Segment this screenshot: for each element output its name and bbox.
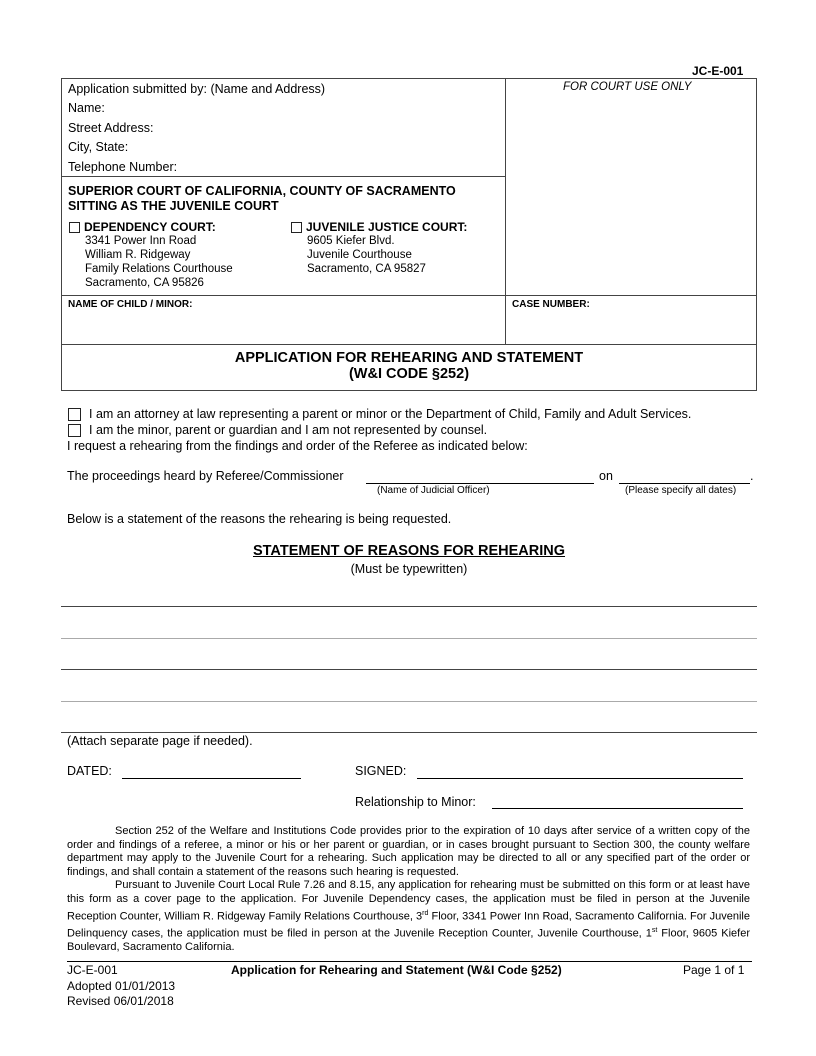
applicant-heading: Application submitted by: (Name and Address)	[68, 82, 326, 96]
justice-address-1: 9605 Kiefer Blvd.	[307, 235, 395, 247]
justice-label: JUVENILE JUSTICE COURT:	[306, 220, 468, 234]
notice-sup: rd	[422, 909, 429, 917]
caption-divider	[505, 78, 506, 345]
page-number: Page 1 of 1	[683, 963, 745, 977]
footer-info	[67, 963, 175, 1010]
child-name-field[interactable]: NAME OF CHILD / MINOR:	[68, 299, 193, 310]
officer-caption: (Name of Judicial Officer)	[377, 485, 490, 496]
dependency-court-option	[85, 220, 233, 290]
court-title-line2: SITTING AS THE JUVENILE COURT	[68, 199, 279, 213]
justice-address-2: Juvenile Courthouse	[307, 249, 412, 261]
relationship-field[interactable]	[492, 808, 743, 809]
relationship-label: Relationship to Minor:	[355, 795, 476, 809]
dated-label: DATED:	[67, 764, 112, 778]
form-id: JC-E-001	[692, 64, 744, 78]
justice-address-3: Sacramento, CA 95827	[307, 263, 426, 275]
notice-p2-part: Floor, 3341 Power Inn Road, Sacramento California. For Juvenile Delinquency cases, the application must be filed in person at the Juvenile Reception Counter, Juvenile Courthouse, 1	[67, 910, 750, 940]
street-field[interactable]: Street Address:	[68, 120, 154, 135]
signature-field[interactable]	[417, 778, 743, 779]
attorney-option	[68, 407, 691, 421]
notice-paragraph-1: Section 252 of the Welfare and Institutions Code provides prior to the expiration of 10 days after service of a written copy of the order and findings of a referee, a minor or his or her parent or guardian, or in cases brought pursuant to Section 300, the county welfare department may apply to the Juvenile Court for a rehearing. Such application may be directed to all or any specified part of the order or findings, and shall contain a statement of the reasons such hearing is requested.	[67, 825, 750, 878]
justice-checkbox[interactable]	[291, 222, 302, 233]
self-option	[68, 423, 487, 437]
on-label: on	[599, 469, 613, 483]
dates-caption: (Please specify all dates)	[625, 485, 737, 496]
city-field[interactable]: City, State:	[68, 140, 129, 155]
reason-line[interactable]	[61, 669, 757, 670]
dependency-address-4: Sacramento, CA 95826	[85, 277, 204, 289]
document-title	[61, 350, 757, 382]
justice-court-option	[307, 220, 467, 276]
judicial-officer-field[interactable]	[366, 483, 594, 484]
statement-subtitle: (Must be typewritten)	[350, 562, 468, 576]
court-title-line1: SUPERIOR COURT OF CALIFORNIA, COUNTY OF SACRAMENTO	[68, 184, 456, 198]
notice-sup: st	[651, 926, 658, 934]
statement-title-text: STATEMENT OF REASONS FOR REHEARING	[252, 543, 566, 559]
below-statement: Below is a statement of the reasons the rehearing is being requested.	[67, 512, 452, 526]
caption-rule	[61, 295, 757, 296]
notice-p2-part: Floor, 9605 Kiefer Boulevard, Sacramento California.	[67, 927, 751, 954]
applicant-block	[68, 80, 325, 177]
proceedings-label: The proceedings heard by Referee/Commissioner	[67, 469, 344, 483]
attach-note: (Attach separate page if needed).	[67, 734, 253, 748]
statement-title	[61, 543, 757, 559]
notice-paragraph-2	[67, 879, 750, 954]
period: .	[750, 469, 754, 483]
dated-field[interactable]	[122, 778, 301, 779]
document-title-line2: (W&I CODE §252)	[348, 366, 470, 382]
dependency-address-3: Family Relations Courthouse	[85, 263, 233, 275]
footer-rule	[67, 961, 752, 962]
notice-p2-part: Pursuant to Juvenile Court Local Rule 7.26 and 8.15, any application for rehearing must be submitted on this form or at least have this form as a cover page to the application. For Juvenile Dependency cases, the application must be filed in person at the Juvenile Reception Counter, William R. Ridgeway Family Relations Courthouse, 3	[67, 879, 750, 923]
reason-line[interactable]	[61, 732, 757, 733]
signed-label: SIGNED:	[355, 764, 407, 778]
reason-line[interactable]	[61, 606, 757, 607]
case-number-field[interactable]: CASE NUMBER:	[512, 299, 590, 310]
footer-title: Application for Rehearing and Statement (W&I Code §252)	[231, 963, 562, 977]
reason-line[interactable]	[61, 638, 757, 639]
footer-form-id: JC-E-001	[67, 963, 118, 977]
notice-text	[67, 825, 750, 955]
dependency-address-2: William R. Ridgeway	[85, 249, 191, 261]
court-use-label: FOR COURT USE ONLY	[563, 81, 692, 93]
dates-field[interactable]	[619, 483, 750, 484]
request-line: I request a rehearing from the findings and order of the Referee as indicated below:	[67, 439, 528, 453]
footer-revised: Revised 06/01/2018	[67, 994, 174, 1008]
self-checkbox[interactable]	[68, 424, 81, 437]
phone-field[interactable]: Telephone Number:	[68, 159, 178, 174]
dependency-address-1: 3341 Power Inn Road	[85, 235, 197, 247]
document-title-line1: APPLICATION FOR REHEARING AND STATEMENT	[234, 350, 584, 366]
attorney-checkbox[interactable]	[68, 408, 81, 421]
court-title	[68, 184, 456, 214]
footer-adopted: Adopted 01/01/2013	[67, 978, 176, 993]
caption-rule	[61, 344, 757, 345]
attorney-option-label: I am an attorney at law representing a parent or minor or the Department of Child, Family and Adult Services.	[89, 407, 692, 421]
self-option-label: I am the minor, parent or guardian and I am not represented by counsel.	[89, 423, 488, 437]
dependency-checkbox[interactable]	[69, 222, 80, 233]
name-field[interactable]: Name:	[68, 101, 105, 116]
dependency-label: DEPENDENCY COURT:	[84, 220, 216, 234]
reason-line[interactable]	[61, 701, 757, 702]
